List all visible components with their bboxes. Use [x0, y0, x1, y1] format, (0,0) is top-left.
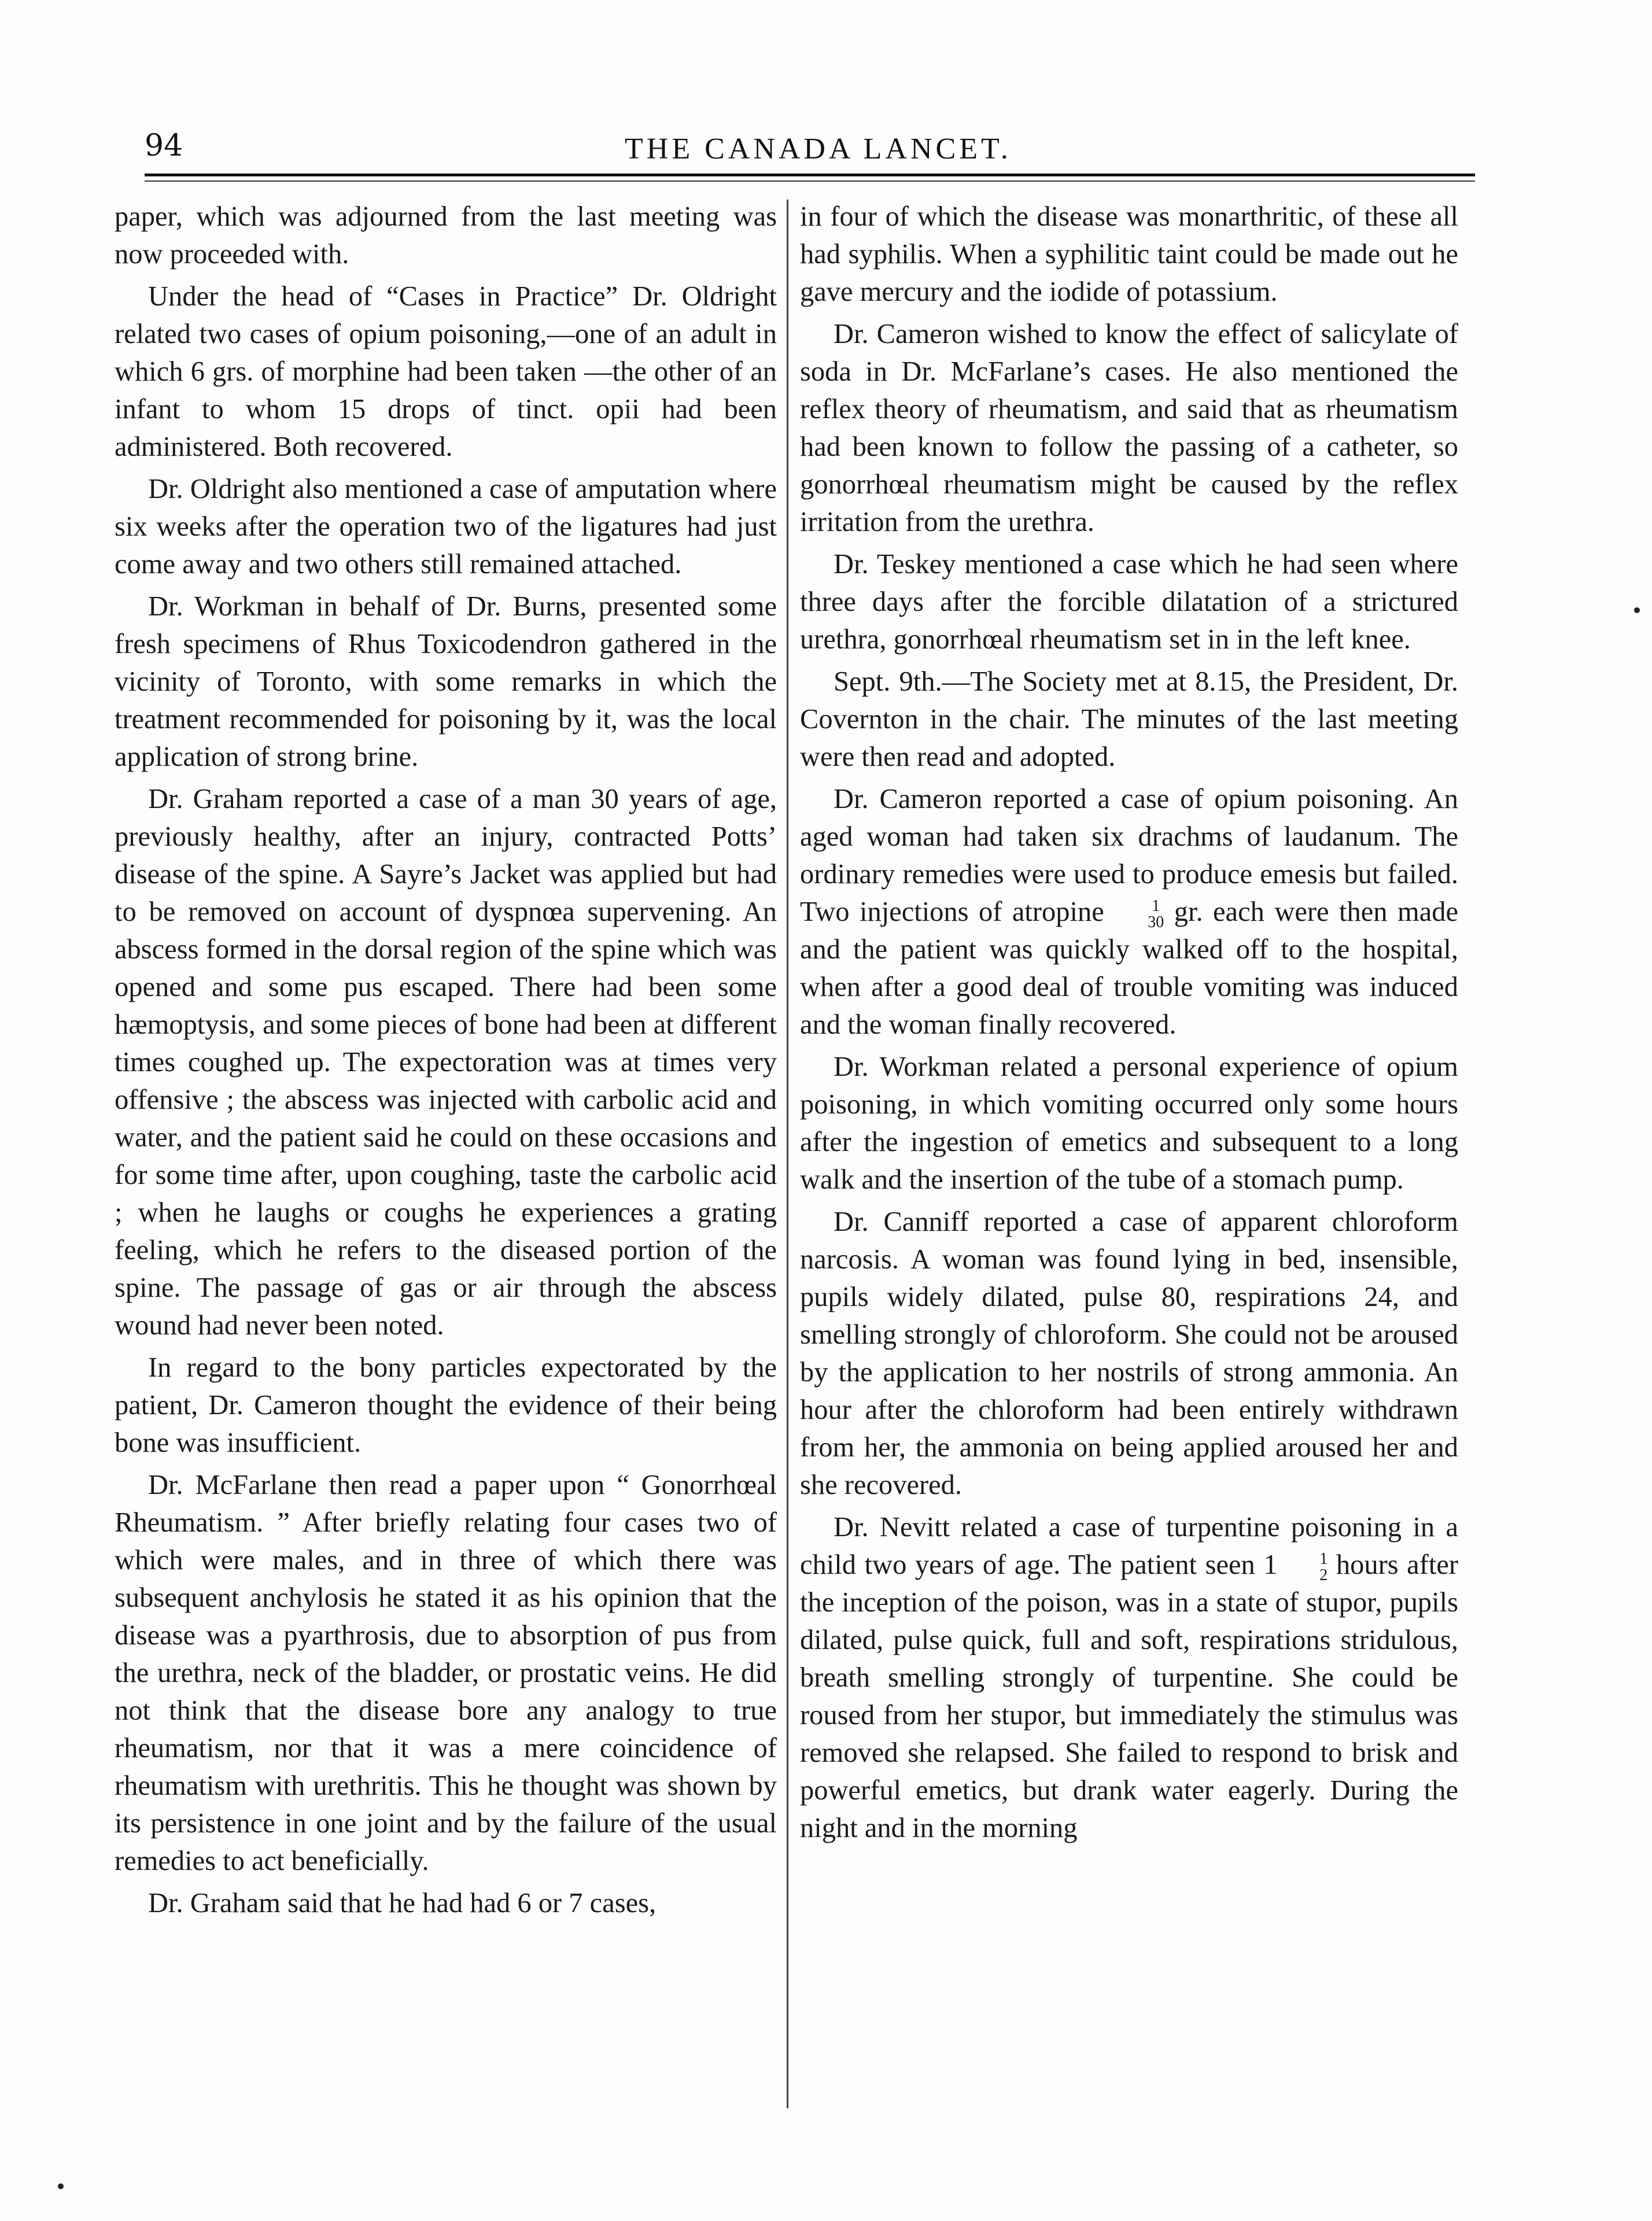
fraction-denominator: 30 [1148, 913, 1164, 931]
paragraph: In regard to the bony particles expectorated by the patient, Dr. Cameron thought the evidence of their being bone was insufficient. [115, 1352, 777, 1458]
header-rule-thin [145, 180, 1475, 182]
paragraph: in four of which the disease was monarthritic, of these all had syphilis. When a syphilitic taint could be made out he gave mercury and the iodide of potassium. [800, 201, 1458, 307]
fraction-numerator: 1 [1152, 896, 1160, 915]
fraction [1114, 898, 1164, 931]
paragraph-text: gr. each were then made and the patient was quickly walked off to the hospital, when after a good deal of trouble vomiting was induced and the woman finally recovered. [800, 896, 1458, 1040]
paragraph: Dr. Oldright also mentioned a case of amputation where six weeks after the operation two of the ligatures had just come away and two others still remained attached. [115, 474, 777, 580]
fraction-denominator: 2 [1319, 1566, 1328, 1584]
left-column [115, 198, 777, 2118]
right-column [800, 198, 1458, 2118]
paragraph: Dr. Graham reported a case of a man 30 years of age, previously healthy, after an injury, contracted Potts’ disease of the spine. A Sayre’s Jacket was applied but had to be removed on account of dyspnœa supervening. An abscess formed in the dorsal region of the spine which was opened and some pus escaped. There had been some hæmoptysis, and some pieces of bone had been at different times coughed up. The expectoration was at times very offensive ; the abscess was injected with carbolic acid and water, and the patient said he could on these occasions and for some time after, upon coughing, taste the carbolic acid ; when he laughs or coughs he experiences a grating feeling, which he refers to the diseased portion of the spine. The passage of gas or air through the abscess wound had never been noted. [115, 784, 777, 1341]
paragraph: Dr. Cameron wished to know the effect of salicylate of soda in Dr. McFarlane’s cases. He also mentioned the reflex theory of rheumatism, and said that as rheumatism had been known to follow the passing of a catheter, so gonorrhœal rheumatism might be caused by the reflex irritation from the urethra. [800, 319, 1458, 537]
fraction-numerator: 1 [1319, 1549, 1328, 1568]
header-rule-thick [145, 174, 1475, 176]
paragraph: Dr. Canniff reported a case of apparent chloroform narcosis. A woman was found lying in bed, insensible, pupils widely dilated, pulse 80, respirations 24, and smelling strongly of chloroform. She could not be aroused by the application to her nostrils of strong ammonia. An hour after the chloroform had been entirely withdrawn from her, the ammonia on being applied aroused her and she recovered. [800, 1207, 1458, 1500]
paragraph: Sept. 9th.—The Society met at 8.15, the President, Dr. Covernton in the chair. The minutes of the last meeting were then read and adopted. [800, 666, 1458, 772]
fraction [1286, 1551, 1328, 1584]
page-number: 94 [145, 128, 183, 163]
running-title: THE CANADA LANCET. [625, 132, 1012, 165]
scan-speck [1634, 607, 1640, 613]
paragraph: Under the head of “Cases in Practice” Dr. Oldright related two cases of opium poisoning,—one of an adult in which 6 grs. of morphine had been taken —the other of an infant to whom 15 drops of tinct. opii had been administered. Both recovered. [115, 281, 777, 462]
paragraph [800, 780, 1458, 1043]
paragraph [800, 1508, 1458, 1847]
paragraph: Dr. Workman related a personal experience of opium poisoning, in which vomiting occurred only some hours after the ingestion of emetics and subsequent to a long walk and the insertion of the tube of a stomach pump. [800, 1052, 1458, 1195]
paragraph-text: Dr. Nevitt related a case of turpentine poisoning in a child two years of age. The patient seen 1 [800, 1512, 1458, 1580]
column-divider [787, 200, 788, 2108]
page-header [145, 128, 1475, 175]
paragraph-text: hours after the inception of the poison, was in a state of stupor, pupils dilated, pulse quick, full and soft, respirations stridulous, breath smelling strongly of turpentine. She could be roused from her stupor, but immediately the stimulus was removed she relapsed. She failed to respond to brisk and powerful emetics, but drank water eagerly. During the night and in the morning [800, 1549, 1458, 1843]
paragraph: Dr. Teskey mentioned a case which he had seen where three days after the forcible dilatation of a strictured urethra, gonorrhœal rheumatism set in in the left knee. [800, 549, 1458, 655]
scan-speck [58, 2183, 64, 2189]
paragraph: Dr. Graham said that he had had 6 or 7 cases, [148, 1888, 657, 1919]
paragraph-text: Dr. Cameron reported a case of opium poisoning. An aged woman had taken six drachms of laudanum. The ordinary remedies were used to produce emesis but failed. Two injections of atropine [800, 784, 1458, 927]
paragraph: Dr. Workman in behalf of Dr. Burns, presented some fresh specimens of Rhus Toxicodendron gathered in the vicinity of Toronto, with some remarks in which the treatment recommended for poisoning by it, was the local application of strong brine. [115, 591, 777, 772]
paragraph: paper, which was adjourned from the last meeting was now proceeded with. [115, 201, 777, 270]
paragraph: Dr. McFarlane then read a paper upon “ Gonorrhœal Rheumatism. ” After briefly relating four cases two of which were males, and in three of which there was subsequent anchylosis he stated it as his opinion that the disease was a pyarthrosis, due to absorption of pus from the urethra, neck of the bladder, or prostatic veins. He did not think that the disease bore any analogy to true rheumatism, nor that it was a mere coincidence of rheumatism with urethritis. This he thought was shown by its persistence in one joint and by the failure of the usual remedies to act beneficially. [115, 1470, 777, 1876]
